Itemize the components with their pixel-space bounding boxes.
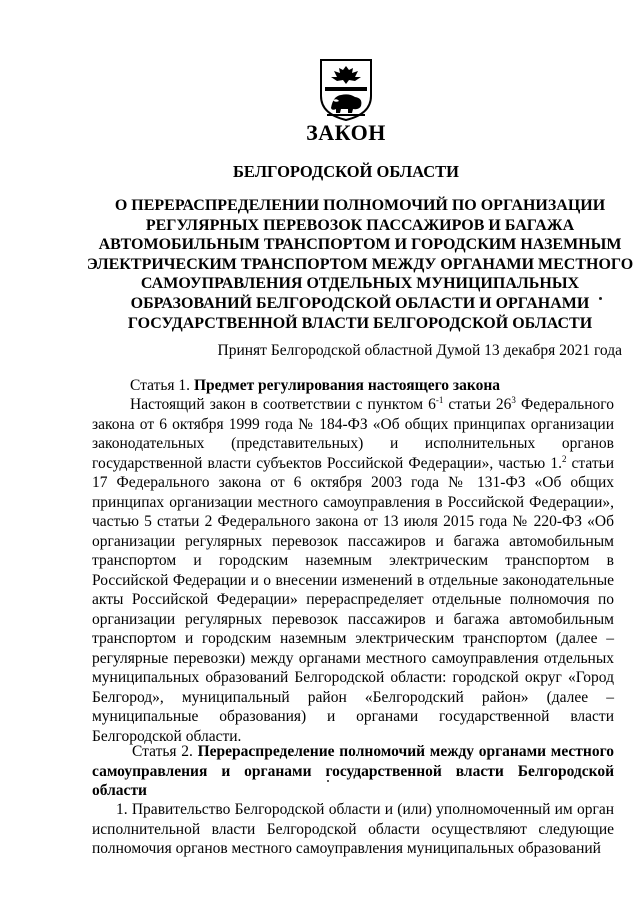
article-2-number: Статья 2. xyxy=(132,743,193,760)
region-heading: БЕЛГОРОДСКОЙ ОБЛАСТИ xyxy=(233,162,459,181)
article-1-heading xyxy=(130,376,614,396)
article-1-title: Предмет регулирования настоящего закона xyxy=(193,377,501,394)
scan-speck xyxy=(599,297,602,300)
adoption-line: Принят Белгородской областной Думой 13 декабря 2021 года xyxy=(217,342,622,359)
article-2-heading xyxy=(92,742,614,801)
article-1-sup-2: 3 xyxy=(511,394,516,405)
document-type-heading: ЗАКОН xyxy=(306,120,386,145)
article-1-text-1: Настоящий закон в соответствии с пунктом 6 xyxy=(130,396,436,413)
article-1-text-3: Федерального закона от 6 октября 1999 года № 184-ФЗ «Об общих принципах организации законодательных (представительных) и исполнительных органов государственной власти субъектов Российской Федерации», частью 1. xyxy=(92,396,615,472)
article-1-text-2: статьи 26 xyxy=(443,396,512,413)
article-1-sup-3: 2 xyxy=(561,453,567,464)
article-1-paragraph xyxy=(92,395,614,746)
article-2-paragraph-1: 1. Правительство Белгородской области и (или) уполномоченный им орган исполнительной власти Белгородской области осуществляют следующие полномочия органов местного самоуправления муниципальных образований xyxy=(92,801,614,857)
article-1-text-4: статьи 17 Федерального закона от 6 октября 2003 года № 131-ФЗ «Об общих принципах организации местного самоуправления в Российской Федерации», частью 5 статьи 2 Федерального закона от 13 июля 2015 года № 220-ФЗ «Об организации регулярных перевозок пассажиров и багажа автомобильным транспортом и городским наземным электрическим транспортом в Российской Федерации и о внесении изменений в отдельные законодательные акты Российской Федерации» перераспределяет отдельные полномочия по организации регулярных перевозок пассажиров и багажа автомобильным транспортом и городским наземным электрическим транспортом (далее – регулярные перевозки) между органами местного самоуправления отдельных муниципальных образований Белгородской области: городской округ «Город Белгород», муниципальный район «Белгородский район» (далее – муниципальные образования) и органами государственной власти Белгородской области. xyxy=(92,454,614,745)
article-1-sup-1: -1 xyxy=(435,394,444,405)
law-title: О ПЕРЕРАСПРЕДЕЛЕНИИ ПОЛНОМОЧИЙ ПО ОРГАНИЗАЦИИ РЕГУЛЯРНЫХ ПЕРЕВОЗОК ПАССАЖИРОВ И БАГАЖА АВТОМОБИЛЬНЫМ ТРАНСПОРТОМ И ГОРОДСКИМ НАЗЕМНЫМ ЭЛЕКТРИЧЕСКИМ ТРАНСПОРТОМ МЕЖДУ ОРГАНАМИ МЕСТНОГО САМОУПРАВЛЕНИЯ ОТДЕЛЬНЫХ МУНИЦИПАЛЬНЫХ ОБРАЗОВАНИЙ БЕЛГОРОДСКОЙ ОБЛАСТИ И ОРГАНАМИ ГОСУДАРСТВЕННОЙ ВЛАСТИ БЕЛГОРОДСКОЙ ОБЛАСТИ xyxy=(86,197,634,332)
article-2-title: Перераспределение полномочий между органами местного самоуправления и органами государственной власти Белгородской области xyxy=(92,743,614,799)
coat-of-arms-icon xyxy=(319,58,373,122)
article-1-number: Статья 1. xyxy=(130,377,191,394)
scan-speck xyxy=(327,780,329,782)
